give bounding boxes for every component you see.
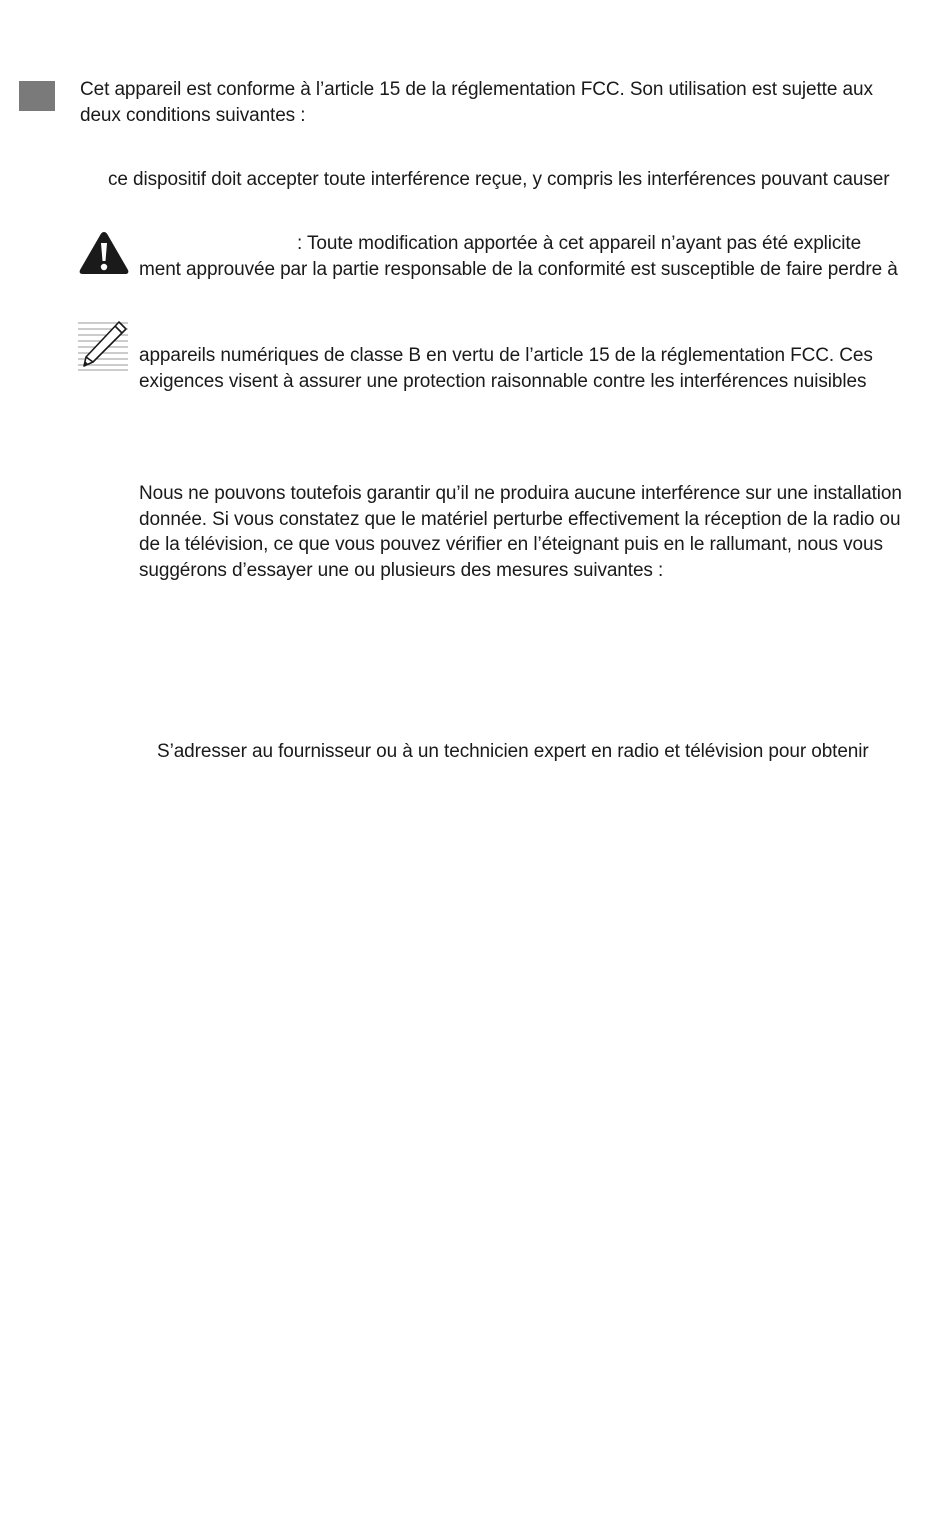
guarantee-line-3: de la télévision, ce que vous pouvez vérifier en l’éteignant puis en le rallumant, nous vous [139, 534, 883, 555]
note-line-1: appareils numériques de classe B en vertu de l’article 15 de la réglementation FCC. Ces [139, 345, 873, 366]
guarantee-line-1: Nous ne pouvons toutefois garantir qu’il ne produira aucune interférence sur une installation [139, 483, 902, 504]
condition-line-1: ce dispositif doit accepter toute interférence reçue, y compris les interférences pouvant causer [108, 169, 890, 190]
measure-line-1: S’adresser au fournisseur ou à un technicien expert en radio et télévision pour obtenir [157, 741, 869, 762]
pencil-note-icon [78, 320, 130, 372]
section-marker [19, 81, 55, 111]
intro-line-1: Cet appareil est conforme à l’article 15 de la réglementation FCC. Son utilisation est sujette aux [80, 79, 873, 100]
intro-line-2: deux conditions suivantes : [80, 105, 306, 126]
guarantee-line-4: suggérons d’essayer une ou plusieurs des mesures suivantes : [139, 560, 664, 581]
warning-triangle-icon [78, 230, 130, 276]
warning-line-2: ment approuvée par la partie responsable de la conformité est susceptible de faire perdre à [139, 259, 898, 280]
guarantee-line-2: donnée. Si vous constatez que le matériel perturbe effectivement la réception de la radio ou [139, 509, 901, 530]
note-line-2: exigences visent à assurer une protection raisonnable contre les interférences nuisibles [139, 371, 867, 392]
warning-line-1: : Toute modification apportée à cet appareil n’ayant pas été explicite [297, 233, 862, 254]
